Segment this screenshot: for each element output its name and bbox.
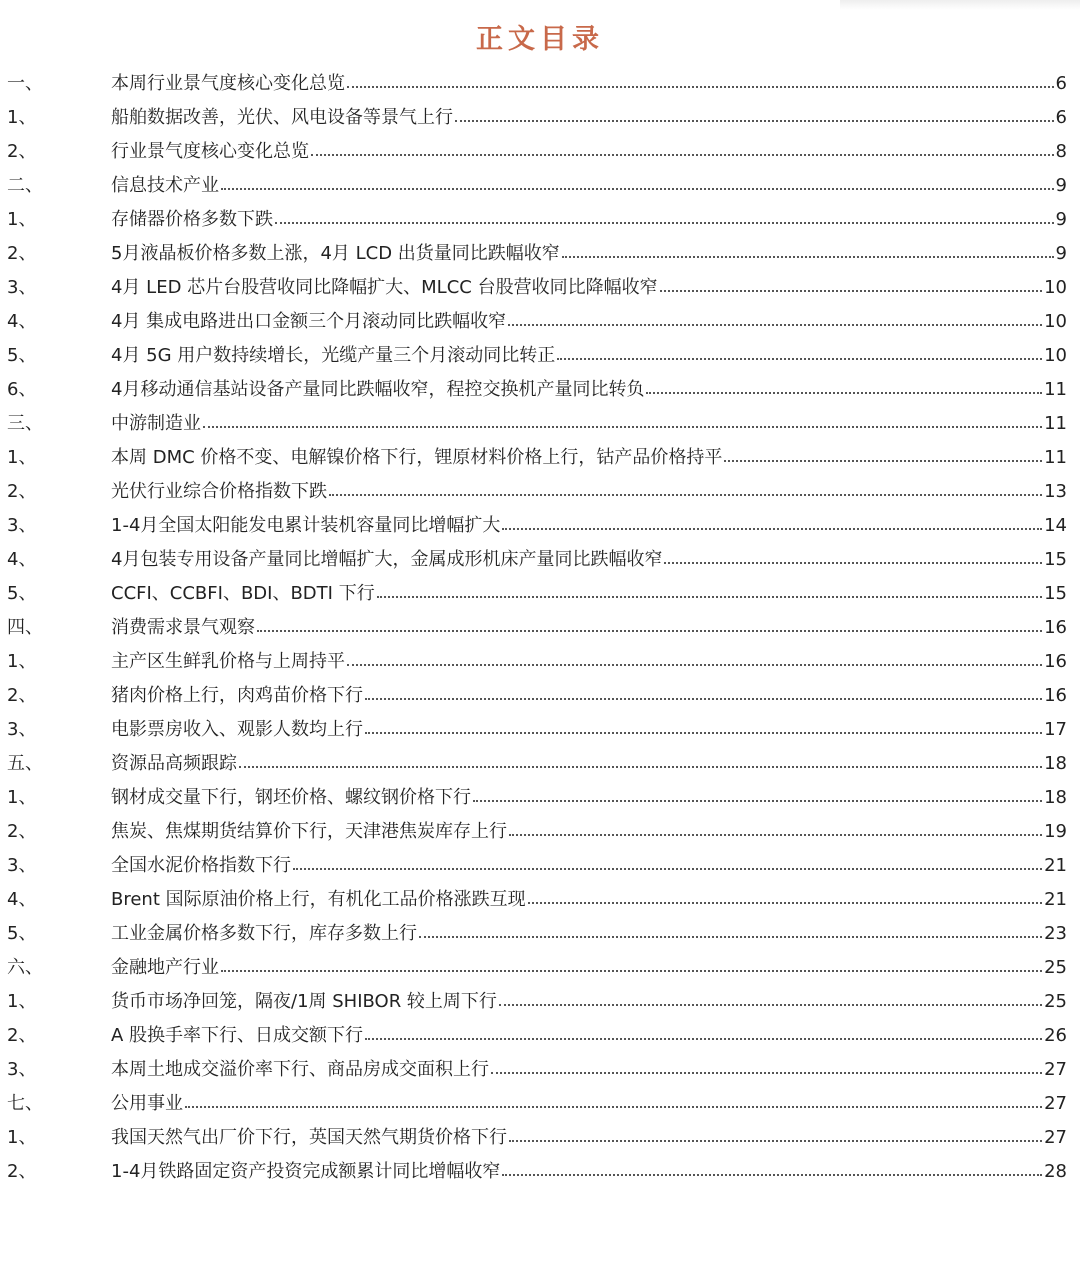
toc-entry-page-number[interactable]: 21 [1044,889,1067,910]
toc-entry-page-number[interactable]: 15 [1044,583,1067,604]
toc-entry-page-number[interactable]: 6 [1055,73,1067,94]
toc-entry-page-number[interactable]: 18 [1044,787,1067,808]
toc-entry-number: 2、 [7,141,37,162]
toc-entry-page-number[interactable]: 10 [1044,345,1067,366]
toc-dot-leader [365,698,1042,700]
toc-dot-leader [473,800,1042,802]
toc-dot-leader [239,766,1042,768]
toc-entry-page-number[interactable]: 26 [1044,1025,1067,1046]
toc-entry[interactable] [0,1019,1080,1053]
toc-dot-leader [257,630,1042,632]
toc-entry-line [111,645,1067,679]
toc-entry[interactable] [0,951,1080,985]
toc-entry[interactable] [0,781,1080,815]
toc-entry-page-number[interactable]: 6 [1055,107,1067,128]
toc-dot-leader [419,936,1042,938]
toc-entry[interactable] [0,679,1080,713]
toc-entry-line [111,407,1067,441]
toc-dot-leader [502,528,1042,530]
page-edge-shadow [840,0,1080,10]
toc-entry-number: 2、 [7,1025,37,1046]
toc-entry-line [111,237,1067,271]
toc-dot-leader [311,154,1054,156]
toc-entry-line [111,951,1067,985]
toc-entry-page-number[interactable]: 15 [1044,549,1067,570]
toc-entry-page-number[interactable]: 25 [1044,991,1067,1012]
toc-dot-leader [221,970,1042,972]
toc-entry[interactable] [0,747,1080,781]
toc-entry-line [111,339,1067,373]
toc-entry-title[interactable]: 全国水泥价格指数下行 [111,855,291,876]
toc-entry[interactable] [0,1121,1080,1155]
toc-entry-title[interactable]: 1-4月全国太阳能发电累计装机容量同比增幅扩大 [111,515,501,536]
toc-entry-number: 2、 [7,821,37,842]
toc-dot-leader [660,290,1043,292]
toc-entry-number: 1、 [7,447,37,468]
toc-entry-page-number[interactable]: 28 [1044,1161,1067,1182]
toc-dot-leader [293,868,1042,870]
toc-dot-leader [509,834,1042,836]
toc-entry-line [111,271,1067,305]
toc-entry-title[interactable]: 我国天然气出厂价下行，英国天然气期货价格下行 [111,1127,507,1148]
toc-entry-title[interactable]: 中游制造业 [111,413,201,434]
toc-entry-title[interactable]: 4月 5G 用户数持续增长，光缆产量三个月滚动同比转正 [111,345,556,366]
toc-entry-number: 六、 [7,957,43,978]
toc-dot-leader [646,392,1042,394]
toc-entry-line [111,305,1067,339]
toc-entry-title[interactable]: A 股换手率下行、日成交额下行 [111,1025,364,1046]
toc-entry-title[interactable]: 本周行业景气度核心变化总览 [111,73,345,94]
toc-entry-number: 七、 [7,1093,43,1114]
toc-entry-page-number[interactable]: 11 [1044,447,1067,468]
toc-entry-title[interactable]: 4月包装专用设备产量同比增幅扩大，金属成形机床产量同比跌幅收窄 [111,549,663,570]
toc-entry-line [111,985,1067,1019]
toc-entry-title[interactable]: 消费需求景气观察 [111,617,255,638]
toc-entry-title[interactable]: 信息技术产业 [111,175,219,196]
toc-entry-line [111,883,1067,917]
toc-entry[interactable] [0,101,1080,135]
toc-entry-title[interactable]: 本周土地成交溢价率下行、商品房成交面积上行 [111,1059,489,1080]
toc-entry-number: 2、 [7,481,37,502]
toc-dot-leader [528,902,1042,904]
toc-entry-page-number[interactable]: 21 [1044,855,1067,876]
toc-entry-number: 4、 [7,549,37,570]
toc-dot-leader [502,1174,1042,1176]
toc-entry-number: 一、 [7,73,43,94]
toc-dot-leader [185,1106,1042,1108]
toc-entry-page-number[interactable]: 16 [1044,651,1067,672]
toc-entry[interactable] [0,577,1080,611]
toc-entry-line [111,1019,1067,1053]
toc-entry-line [111,475,1067,509]
toc-entry-number: 5、 [7,345,37,366]
toc-entry[interactable] [0,339,1080,373]
toc-dot-leader [365,1038,1042,1040]
toc-dot-leader [491,1072,1042,1074]
toc-dot-leader [275,222,1054,224]
toc-entry[interactable] [0,203,1080,237]
toc-entry-title[interactable]: 4月 集成电路进出口金额三个月滚动同比跌幅收窄 [111,311,507,332]
toc-entry-line [111,1121,1067,1155]
toc-dot-leader [203,426,1042,428]
toc-entry-page-number[interactable]: 25 [1044,957,1067,978]
toc-entry-number: 3、 [7,515,37,536]
toc-entry-page-number[interactable]: 27 [1044,1127,1067,1148]
toc-entry-number: 三、 [7,413,43,434]
toc-dot-leader [329,494,1042,496]
toc-entry-page-number[interactable]: 23 [1044,923,1067,944]
toc-entry[interactable] [0,135,1080,169]
toc-entry-title[interactable]: 猪肉价格上行，肉鸡苗价格下行 [111,685,363,706]
toc-entry-page-number[interactable]: 9 [1055,209,1067,230]
toc-dot-leader [365,732,1042,734]
toc-dot-leader [347,86,1054,88]
toc-entry-number: 1、 [7,991,37,1012]
toc-entry-line [111,747,1067,781]
toc-entry-title[interactable]: 4月 LED 芯片台股营收同比降幅扩大、MLCC 台股营收同比降幅收窄 [111,277,658,298]
toc-entry-page-number[interactable]: 9 [1055,243,1067,264]
toc-entry-number: 2、 [7,1161,37,1182]
toc-entry-line [111,713,1067,747]
toc-entry-line [111,101,1067,135]
toc-entry-number: 3、 [7,1059,37,1080]
toc-entry-number: 二、 [7,175,43,196]
toc-entry-title[interactable]: 钢材成交量下行，钢坯价格、螺纹钢价格下行 [111,787,471,808]
toc-entry-number: 2、 [7,243,37,264]
toc-entry[interactable] [0,985,1080,1019]
toc-entry-line [111,781,1067,815]
toc-entry-page-number[interactable]: 17 [1044,719,1067,740]
toc-entry[interactable] [0,1155,1080,1189]
toc-entry-number: 2、 [7,685,37,706]
toc-entry-line [111,509,1067,543]
toc-dot-leader [347,664,1042,666]
page-title: 正文目录 [476,24,604,56]
toc-entry-title[interactable]: 本周 DMC 价格不变、电解镍价格下行，锂原材料价格上行，钴产品价格持平 [111,447,723,468]
toc-entry-page-number[interactable]: 14 [1044,515,1067,536]
toc-entry-number: 四、 [7,617,43,638]
toc-entry-number: 5、 [7,923,37,944]
toc-entry-page-number[interactable]: 11 [1044,413,1067,434]
toc-dot-leader [508,324,1042,326]
toc-entry-line [111,1087,1067,1121]
toc-entry-line [111,849,1067,883]
toc-entry-page-number[interactable]: 9 [1055,175,1067,196]
toc-entry[interactable] [0,509,1080,543]
table-of-contents [0,67,1080,1189]
toc-entry-number: 4、 [7,889,37,910]
toc-entry-title[interactable]: 主产区生鲜乳价格与上周持平 [111,651,345,672]
toc-entry[interactable] [0,441,1080,475]
toc-entry[interactable] [0,611,1080,645]
toc-entry-number: 3、 [7,719,37,740]
toc-entry[interactable] [0,475,1080,509]
toc-entry-title[interactable]: 船舶数据改善，光伏、风电设备等景气上行 [111,107,453,128]
toc-entry-number: 1、 [7,787,37,808]
toc-entry-page-number[interactable]: 13 [1044,481,1067,502]
toc-entry-number: 3、 [7,277,37,298]
toc-entry-line [111,203,1067,237]
toc-entry-page-number[interactable]: 27 [1044,1093,1067,1114]
toc-entry[interactable] [0,883,1080,917]
toc-entry-page-number[interactable]: 10 [1044,311,1067,332]
toc-entry[interactable] [0,1087,1080,1121]
toc-entry-page-number[interactable]: 27 [1044,1059,1067,1080]
toc-entry-line [111,543,1067,577]
toc-entry[interactable] [0,271,1080,305]
toc-dot-leader [455,120,1054,122]
toc-entry-title[interactable]: 工业金属价格多数下行，库存多数上行 [111,923,417,944]
toc-entry-line [111,611,1067,645]
toc-entry-number: 6、 [7,379,37,400]
toc-entry-page-number[interactable]: 11 [1044,379,1067,400]
toc-entry-page-number[interactable]: 16 [1044,685,1067,706]
toc-entry-number: 五、 [7,753,43,774]
toc-entry-number: 3、 [7,855,37,876]
toc-dot-leader [221,188,1054,190]
toc-entry-title[interactable]: 4月移动通信基站设备产量同比跌幅收窄，程控交换机产量同比转负 [111,379,645,400]
toc-entry-title[interactable]: 焦炭、焦煤期货结算价下行，天津港焦炭库存上行 [111,821,507,842]
toc-entry-number: 1、 [7,107,37,128]
toc-entry[interactable] [0,917,1080,951]
toc-entry-title[interactable]: 行业景气度核心变化总览 [111,141,309,162]
toc-entry-title[interactable]: 资源品高频跟踪 [111,753,237,774]
toc-entry-page-number[interactable]: 16 [1044,617,1067,638]
toc-entry-number: 1、 [7,651,37,672]
toc-entry[interactable] [0,169,1080,203]
toc-entry-line [111,67,1067,101]
toc-entry[interactable] [0,407,1080,441]
toc-entry-number: 1、 [7,209,37,230]
toc-entry-line [111,441,1067,475]
toc-entry-page-number[interactable]: 8 [1055,141,1067,162]
toc-entry[interactable] [0,713,1080,747]
toc-entry[interactable] [0,849,1080,883]
toc-entry-line [111,577,1067,611]
toc-entry-line [111,815,1067,849]
toc-dot-leader [557,358,1042,360]
toc-entry-title[interactable]: 货币市场净回笼，隔夜/1周 SHIBOR 较上周下行 [111,991,497,1012]
toc-dot-leader [509,1140,1042,1142]
toc-entry-line [111,135,1067,169]
toc-entry-title[interactable]: CCFI、CCBFI、BDI、BDTI 下行 [111,583,375,604]
toc-entry-line [111,917,1067,951]
toc-entry-line [111,373,1067,407]
toc-entry-number: 4、 [7,311,37,332]
toc-entry-line [111,1053,1067,1087]
toc-entry-title[interactable]: 公用事业 [111,1093,183,1114]
toc-entry-title[interactable]: Brent 国际原油价格上行，有机化工品价格涨跌互现 [111,889,526,910]
toc-entry-line [111,169,1067,203]
toc-dot-leader [724,460,1042,462]
toc-entry-title[interactable]: 金融地产行业 [111,957,219,978]
toc-entry-number: 1、 [7,1127,37,1148]
toc-dot-leader [664,562,1042,564]
toc-entry-title[interactable]: 存储器价格多数下跌 [111,209,273,230]
toc-entry-title[interactable]: 5月液晶板价格多数上涨，4月 LCD 出货量同比跌幅收窄 [111,243,560,264]
toc-entry[interactable] [0,645,1080,679]
toc-entry[interactable] [0,237,1080,271]
toc-entry[interactable] [0,815,1080,849]
toc-entry-title[interactable]: 光伏行业综合价格指数下跌 [111,481,327,502]
toc-entry[interactable] [0,543,1080,577]
toc-entry[interactable] [0,305,1080,339]
toc-entry-page-number[interactable]: 10 [1044,277,1067,298]
toc-entry[interactable] [0,1053,1080,1087]
toc-entry-page-number[interactable]: 19 [1044,821,1067,842]
toc-entry-line [111,1155,1067,1189]
toc-entry[interactable] [0,373,1080,407]
toc-dot-leader [377,596,1042,598]
toc-entry-title[interactable]: 电影票房收入、观影人数均上行 [111,719,363,740]
toc-entry-page-number[interactable]: 18 [1044,753,1067,774]
toc-entry-line [111,679,1067,713]
toc-entry-title[interactable]: 1-4月铁路固定资产投资完成额累计同比增幅收窄 [111,1161,501,1182]
toc-entry[interactable] [0,67,1080,101]
toc-entry-number: 5、 [7,583,37,604]
toc-dot-leader [499,1004,1042,1006]
toc-dot-leader [562,256,1054,258]
